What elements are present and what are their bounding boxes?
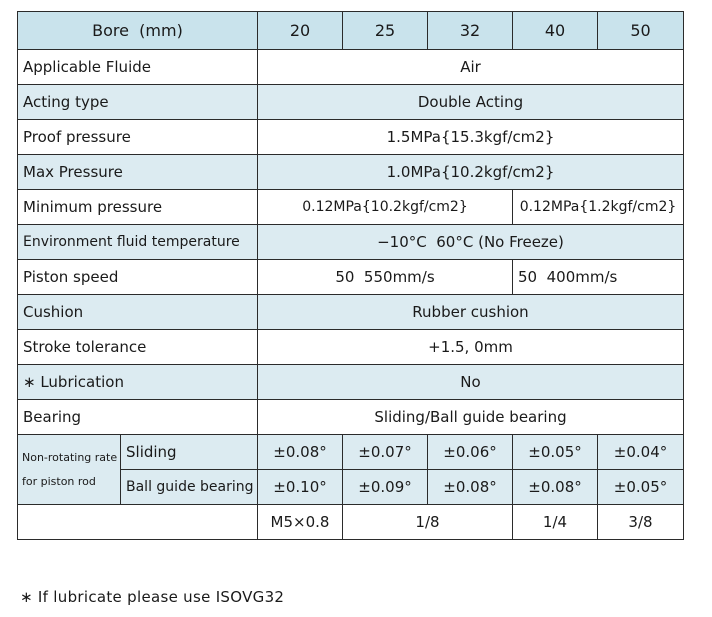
row-piston-speed bbox=[18, 260, 684, 295]
port-value: 1/8 bbox=[343, 505, 513, 540]
ball-value: ±0.08° bbox=[513, 470, 598, 505]
row-min-pressure bbox=[18, 190, 684, 225]
fluid-value: Air bbox=[258, 50, 684, 85]
speed-value-small: 50 550mm/s bbox=[258, 260, 513, 295]
ball-value: ±0.09° bbox=[343, 470, 428, 505]
lubrication-note: ∗ If lubricate please use ISOVG32 bbox=[20, 588, 285, 606]
port-value: 1/4 bbox=[513, 505, 598, 540]
lubrication-value: No bbox=[258, 365, 684, 400]
ball-label: Ball guide bearing bbox=[121, 470, 258, 505]
sliding-value: ±0.05° bbox=[513, 435, 598, 470]
min-label: Minimum pressure bbox=[18, 190, 258, 225]
size-40: 40 bbox=[513, 12, 598, 50]
acting-value: Double Acting bbox=[258, 85, 684, 120]
row-port bbox=[18, 505, 684, 540]
bore-label: Bore (mm) bbox=[18, 12, 258, 50]
row-max-pressure bbox=[18, 155, 684, 190]
fluid-label: Applicable Fluide bbox=[18, 50, 258, 85]
row-lubrication bbox=[18, 365, 684, 400]
proof-label: Proof pressure bbox=[18, 120, 258, 155]
max-value: 1.0MPa{10.2kgf/cm2} bbox=[258, 155, 684, 190]
size-20: 20 bbox=[258, 12, 343, 50]
sliding-value: ±0.07° bbox=[343, 435, 428, 470]
max-label: Max Pressure bbox=[18, 155, 258, 190]
min-value-small: 0.12MPa{10.2kgf/cm2} bbox=[258, 190, 513, 225]
min-value-large: 0.12MPa{1.2kgf/cm2} bbox=[513, 190, 684, 225]
sliding-label: Sliding bbox=[121, 435, 258, 470]
row-acting bbox=[18, 85, 684, 120]
temp-label: Environment fluid temperature bbox=[18, 225, 258, 260]
size-50: 50 bbox=[598, 12, 684, 50]
row-fluid bbox=[18, 50, 684, 85]
cushion-value: Rubber cushion bbox=[258, 295, 684, 330]
sliding-value: ±0.08° bbox=[258, 435, 343, 470]
proof-value: 1.5MPa{15.3kgf/cm2} bbox=[258, 120, 684, 155]
row-nonrot-sliding bbox=[18, 435, 684, 470]
lubrication-label: ∗ Lubrication bbox=[18, 365, 258, 400]
size-32: 32 bbox=[428, 12, 513, 50]
row-bearing bbox=[18, 400, 684, 435]
bearing-label: Bearing bbox=[18, 400, 258, 435]
row-stroke bbox=[18, 330, 684, 365]
row-proof bbox=[18, 120, 684, 155]
nonrot-label-line2: for piston rod bbox=[22, 474, 96, 488]
stroke-value: +1.5, 0mm bbox=[258, 330, 684, 365]
size-25: 25 bbox=[343, 12, 428, 50]
nonrot-label-line1: Non-rotating rate bbox=[22, 450, 118, 464]
temp-value: −10°C 60°C (No Freeze) bbox=[258, 225, 684, 260]
sliding-value: ±0.06° bbox=[428, 435, 513, 470]
port-label-empty bbox=[18, 505, 258, 540]
nonrot-label bbox=[18, 435, 121, 505]
ball-value: ±0.10° bbox=[258, 470, 343, 505]
cushion-label: Cushion bbox=[18, 295, 258, 330]
bearing-value: Sliding/Ball guide bearing bbox=[258, 400, 684, 435]
spec-table bbox=[17, 11, 684, 540]
port-value: M5×0.8 bbox=[258, 505, 343, 540]
sliding-value: ±0.04° bbox=[598, 435, 684, 470]
ball-value: ±0.08° bbox=[428, 470, 513, 505]
stroke-label: Stroke tolerance bbox=[18, 330, 258, 365]
speed-label: Piston speed bbox=[18, 260, 258, 295]
row-cushion bbox=[18, 295, 684, 330]
port-value: 3/8 bbox=[598, 505, 684, 540]
acting-label: Acting type bbox=[18, 85, 258, 120]
header-row bbox=[18, 12, 684, 50]
ball-value: ±0.05° bbox=[598, 470, 684, 505]
speed-value-large: 50 400mm/s bbox=[513, 260, 684, 295]
row-temperature bbox=[18, 225, 684, 260]
